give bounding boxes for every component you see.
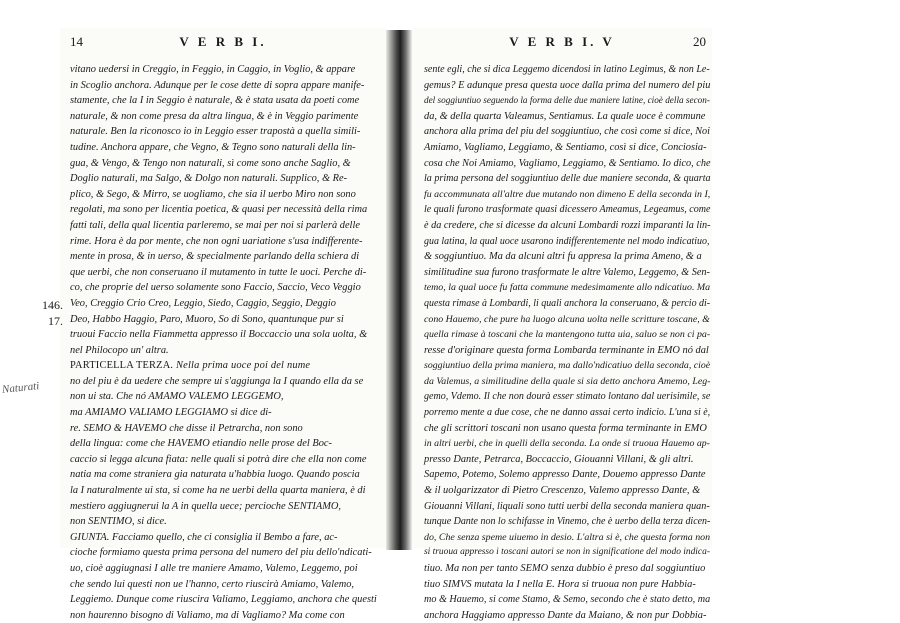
- text-line: uo, cioè aggiugnasi I alle tre maniere Amamo, Valemo, Leggemo, poi: [70, 563, 358, 574]
- margin-handwritten-note: Naturati: [1, 380, 40, 396]
- text-line: regolati, ma sono per licentia poetica, & quasi per necessità della rima: [70, 204, 368, 216]
- text-line: anchora alla prima del piu del soggiuntiuo, che così come si dice, Noi: [424, 126, 710, 138]
- text-line: resse d'originare questa forma Lombarda terminante in EMO nó dal: [424, 344, 709, 356]
- text-line: Veo, Creggio Crio Creo, Leggio, Siedo, Caggio, Seggio, Deggio: [70, 297, 336, 309]
- text-line: gua, & Vengo, & Tengo non naturali, sì come sono anche Saglio, &: [70, 157, 351, 169]
- text-line: tudine. Anchora appare, che Vegno, & Tegno sono naturali della lin-: [70, 141, 356, 153]
- text-line: cosa che Noi Amiamo, Vagliamo, Leggiamo, & Sentiamo. Io dico, che: [424, 157, 711, 169]
- text-line: mestiero aggiugnerui la A in quella uece; percioche SENTIAMO,: [70, 500, 341, 512]
- left-running-head: [60, 34, 386, 52]
- right-page-number: 20: [693, 34, 706, 49]
- text-line: porremo mente a due cose, che ne danno assai certo indicio. L'una si è,: [424, 407, 711, 419]
- text-line: le quali furono trasformate quasi dicessero Ameamus, Legeamus, come: [424, 204, 711, 216]
- text-line: fatti tali, della qual licentia parleremo, se mai per noi si parlerà delle: [70, 219, 360, 231]
- text-line: co, che proprie del uerso solamente sono Faccio, Saccio, Veco Veggio: [70, 282, 361, 294]
- text-line: mo & Hauemo, si come Stamo, & Semo, secondo che è stato detto, ma: [424, 594, 711, 606]
- text-line: caccio si legga alcuna fiata: nelle quali si potrà dire che ella non come: [70, 453, 367, 465]
- text-line: naturale. Ben la riconosco io in Leggio esser trapostà a quella simili-: [70, 126, 361, 138]
- margin-number-1: 146.: [42, 298, 63, 312]
- text-line: è da credere, che si dicesse da alcuni Lombardi rozzi imparanti la lin-: [424, 219, 711, 231]
- text-line: truoui Faccio nella Fiammetta appresso il Boccaccio una sola uolta, &: [70, 329, 368, 341]
- text-line: si truoua appresso i toscani autori se non in significatione del modo indica-: [424, 547, 710, 558]
- text-line: fu accommunata all'altre due mutando non dimeno E della seconda in I,: [424, 188, 711, 200]
- text-line: che gli scrittori toscani non usano questa forma terminante in EMO: [424, 422, 707, 434]
- text-line: la I naturalmente ui sta, si come ha ne uerbi della quarta maniera, è di: [70, 485, 366, 497]
- text-line: tunque Dante non lo schifasse in Vinemo, che è uerbo della terza dicen-: [424, 516, 711, 528]
- right-page: [412, 28, 712, 621]
- text-line: natia ma come straniera gia naturata u'habbia luogo. Quando poscia: [70, 469, 360, 481]
- section-lead-text: Nella prima uoce poi del nume: [173, 360, 311, 372]
- text-line: GIUNTA. Facciamo quello, che ci consiglia il Bembo a fare, ac-: [70, 531, 338, 543]
- text-line: nel Philocopo un' altra.: [70, 344, 169, 356]
- text-line: similitudine sua furono trasformate le altre Valemo, Leggemo, & Sen-: [424, 266, 710, 278]
- text-line: gua latina, la qual uoce usarono indifferentemente nel modo indicatiuo,: [424, 235, 710, 247]
- left-page: [60, 28, 386, 621]
- text-line: questa rimase à Lombardi, li quali anchora la conseruano, & percio di-: [424, 297, 711, 309]
- left-page-number: 14: [70, 34, 83, 49]
- text-line: non SENTIMO, si dice.: [70, 516, 167, 528]
- text-line: Amiamo, Vagliamo, Leggiamo, & Sentiamo, così si dice, Conciosia-: [424, 141, 707, 153]
- text-line: & soggiuntiuo. Ma da alcuni altri fu appresa la prima Ameno, & a: [424, 251, 702, 263]
- text-line: sente egli, che si dica Leggemo dicendosi in latino Legimus, & non Le-: [424, 64, 710, 75]
- text-line: mente in prosa, & in uerso, & specialmente parlando della schiera di: [70, 251, 360, 263]
- text-line: do, Che senza speme uiuemo in desio. L'altra si è, che questa forma non: [424, 531, 711, 543]
- left-text-block: [70, 62, 382, 623]
- section-heading: PARTICELLA TERZA.: [70, 360, 174, 372]
- text-line: que uerbi, che non conseruano il mutamento in tutte le uoci. Perche di-: [70, 266, 367, 278]
- text-line: gemus? E adunque presa questa uoce dalla prima del numero del piu: [424, 79, 711, 91]
- text-line: non ui sta. Che nó AMAMO VALEMO LEGGEMO,: [70, 391, 284, 403]
- text-line: Deo, Habbo Haggio, Paro, Muoro, So di Sono, quantunque pur si: [70, 313, 344, 325]
- right-text-block: [424, 62, 710, 623]
- text-line: re. SEMO & HAVEMO che disse il Petrarcha, non sono: [70, 422, 303, 434]
- text-line: anchora Haggiamo appresso Dante da Maiano, & non pur Dobbia-: [424, 609, 707, 621]
- margin-number-2: 17.: [48, 314, 63, 328]
- text-line: vitano uedersi in Creggio, in Feggio, in Caggio, in Voglio, & appare: [70, 64, 356, 75]
- text-line: rime. Hora è da por mente, che non ogni uariatione s'usa indifferente-: [70, 235, 363, 247]
- text-line: del soggiuntiuo seguendo la forma delle due maniere latine, cioè della secon-: [424, 95, 710, 106]
- text-line: temo, la qual uoce fu fatta commune medesimamente allo ndicatiuo. Ma: [424, 282, 711, 294]
- text-line: in Scoglio anchora. Adunque per le cose dette di sopra appare manife-: [70, 79, 365, 91]
- right-running-head: [412, 34, 712, 52]
- text-line: presso Dante, Petrarca, Boccaccio, Giouanni Villani, & gli altri.: [424, 453, 694, 465]
- left-running-title: V E R B I.: [179, 34, 267, 49]
- text-line: quella rimase à toscani che la mantengono tutta uia, saluo se non ci pa-: [424, 329, 711, 341]
- text-line: da, & della quarta Valeamus, Sentiamus. La quale uoce è commune: [424, 110, 706, 122]
- text-line: Sapemo, Potemo, Solemo appresso Dante, Douemo appresso Dante: [424, 469, 706, 481]
- text-line: la prima persona del soggiuntiuo delle due maniere seconda, & quarta: [424, 173, 711, 185]
- text-line: ma AMIAMO VALIAMO LEGGIAMO si dice di-: [70, 407, 272, 419]
- text-line: della lingua: come che HAVEMO etiandio nelle prose del Boc-: [70, 438, 332, 450]
- text-line: in altri uerbi, che in quelli della seconda. La onde si truoua Hauemo ap-: [424, 438, 710, 450]
- text-line: Leggiemo. Dunque come riuscira Valiamo, Leggiamo, anchora che questi: [70, 594, 377, 606]
- text-line: plico, & Sego, & Mirro, se uogliamo, che sia il uerbo Miro non sono: [70, 188, 356, 200]
- text-line: no del piu è da uedere che sempre ui s'aggiunga la I quando ella da se: [70, 375, 364, 387]
- text-line: Doglio naturali, ma Salgo, & Dolgo non naturali. Supplico, & Re-: [70, 173, 348, 185]
- section-heading-line: [70, 358, 382, 374]
- text-line: tiuo SIMVS mutata la I nella E. Hora si truoua non pure Habbia-: [424, 578, 696, 590]
- text-line: non haurenno bisogno di Valiamo, ma di Vagliamo? Ma come con: [70, 609, 345, 621]
- book-gutter: [386, 30, 412, 550]
- text-line: gemo, Vdemo. Il che non dourà esser stimato lontano dal uerisimile, se: [424, 391, 711, 403]
- text-line: naturale, & non come presa da altra lingua, & è in Veggio parimente: [70, 110, 359, 122]
- text-line: soggiuntiuo della prima maniera, ma dallo'ndicatiuo della seconda, cioè: [424, 360, 711, 372]
- right-running-title: V E R B I. V: [509, 34, 615, 49]
- text-line: tiuo. Ma non per tanto SEMO senza dubbio è preso dal soggiuntiuo: [424, 563, 706, 574]
- text-line: che sendo lui questi non ue l'hanno, certo riuscirà Amiamo, Valemo,: [70, 578, 354, 590]
- text-line: cioche formiamo questa prima persona del numero del piu dello'ndicati-: [70, 547, 372, 559]
- text-line: stamente, che la I in Seggio è naturale, & è stata usata da poeti come: [70, 95, 360, 107]
- text-line: & il uolgarizzator di Pietro Crescenzo, Valemo appresso Dante, &: [424, 485, 701, 497]
- text-line: Giouanni Villani, liquali sono tutti uerbi della seconda maniera quan-: [424, 500, 710, 512]
- text-line: da Valemus, a similitudine della quale si sia detto anchora Amemo, Leg-: [424, 375, 711, 387]
- text-line: cono Hauemo, che pure ha luogo alcuna uolta nelle scritture toscane, &: [424, 313, 710, 325]
